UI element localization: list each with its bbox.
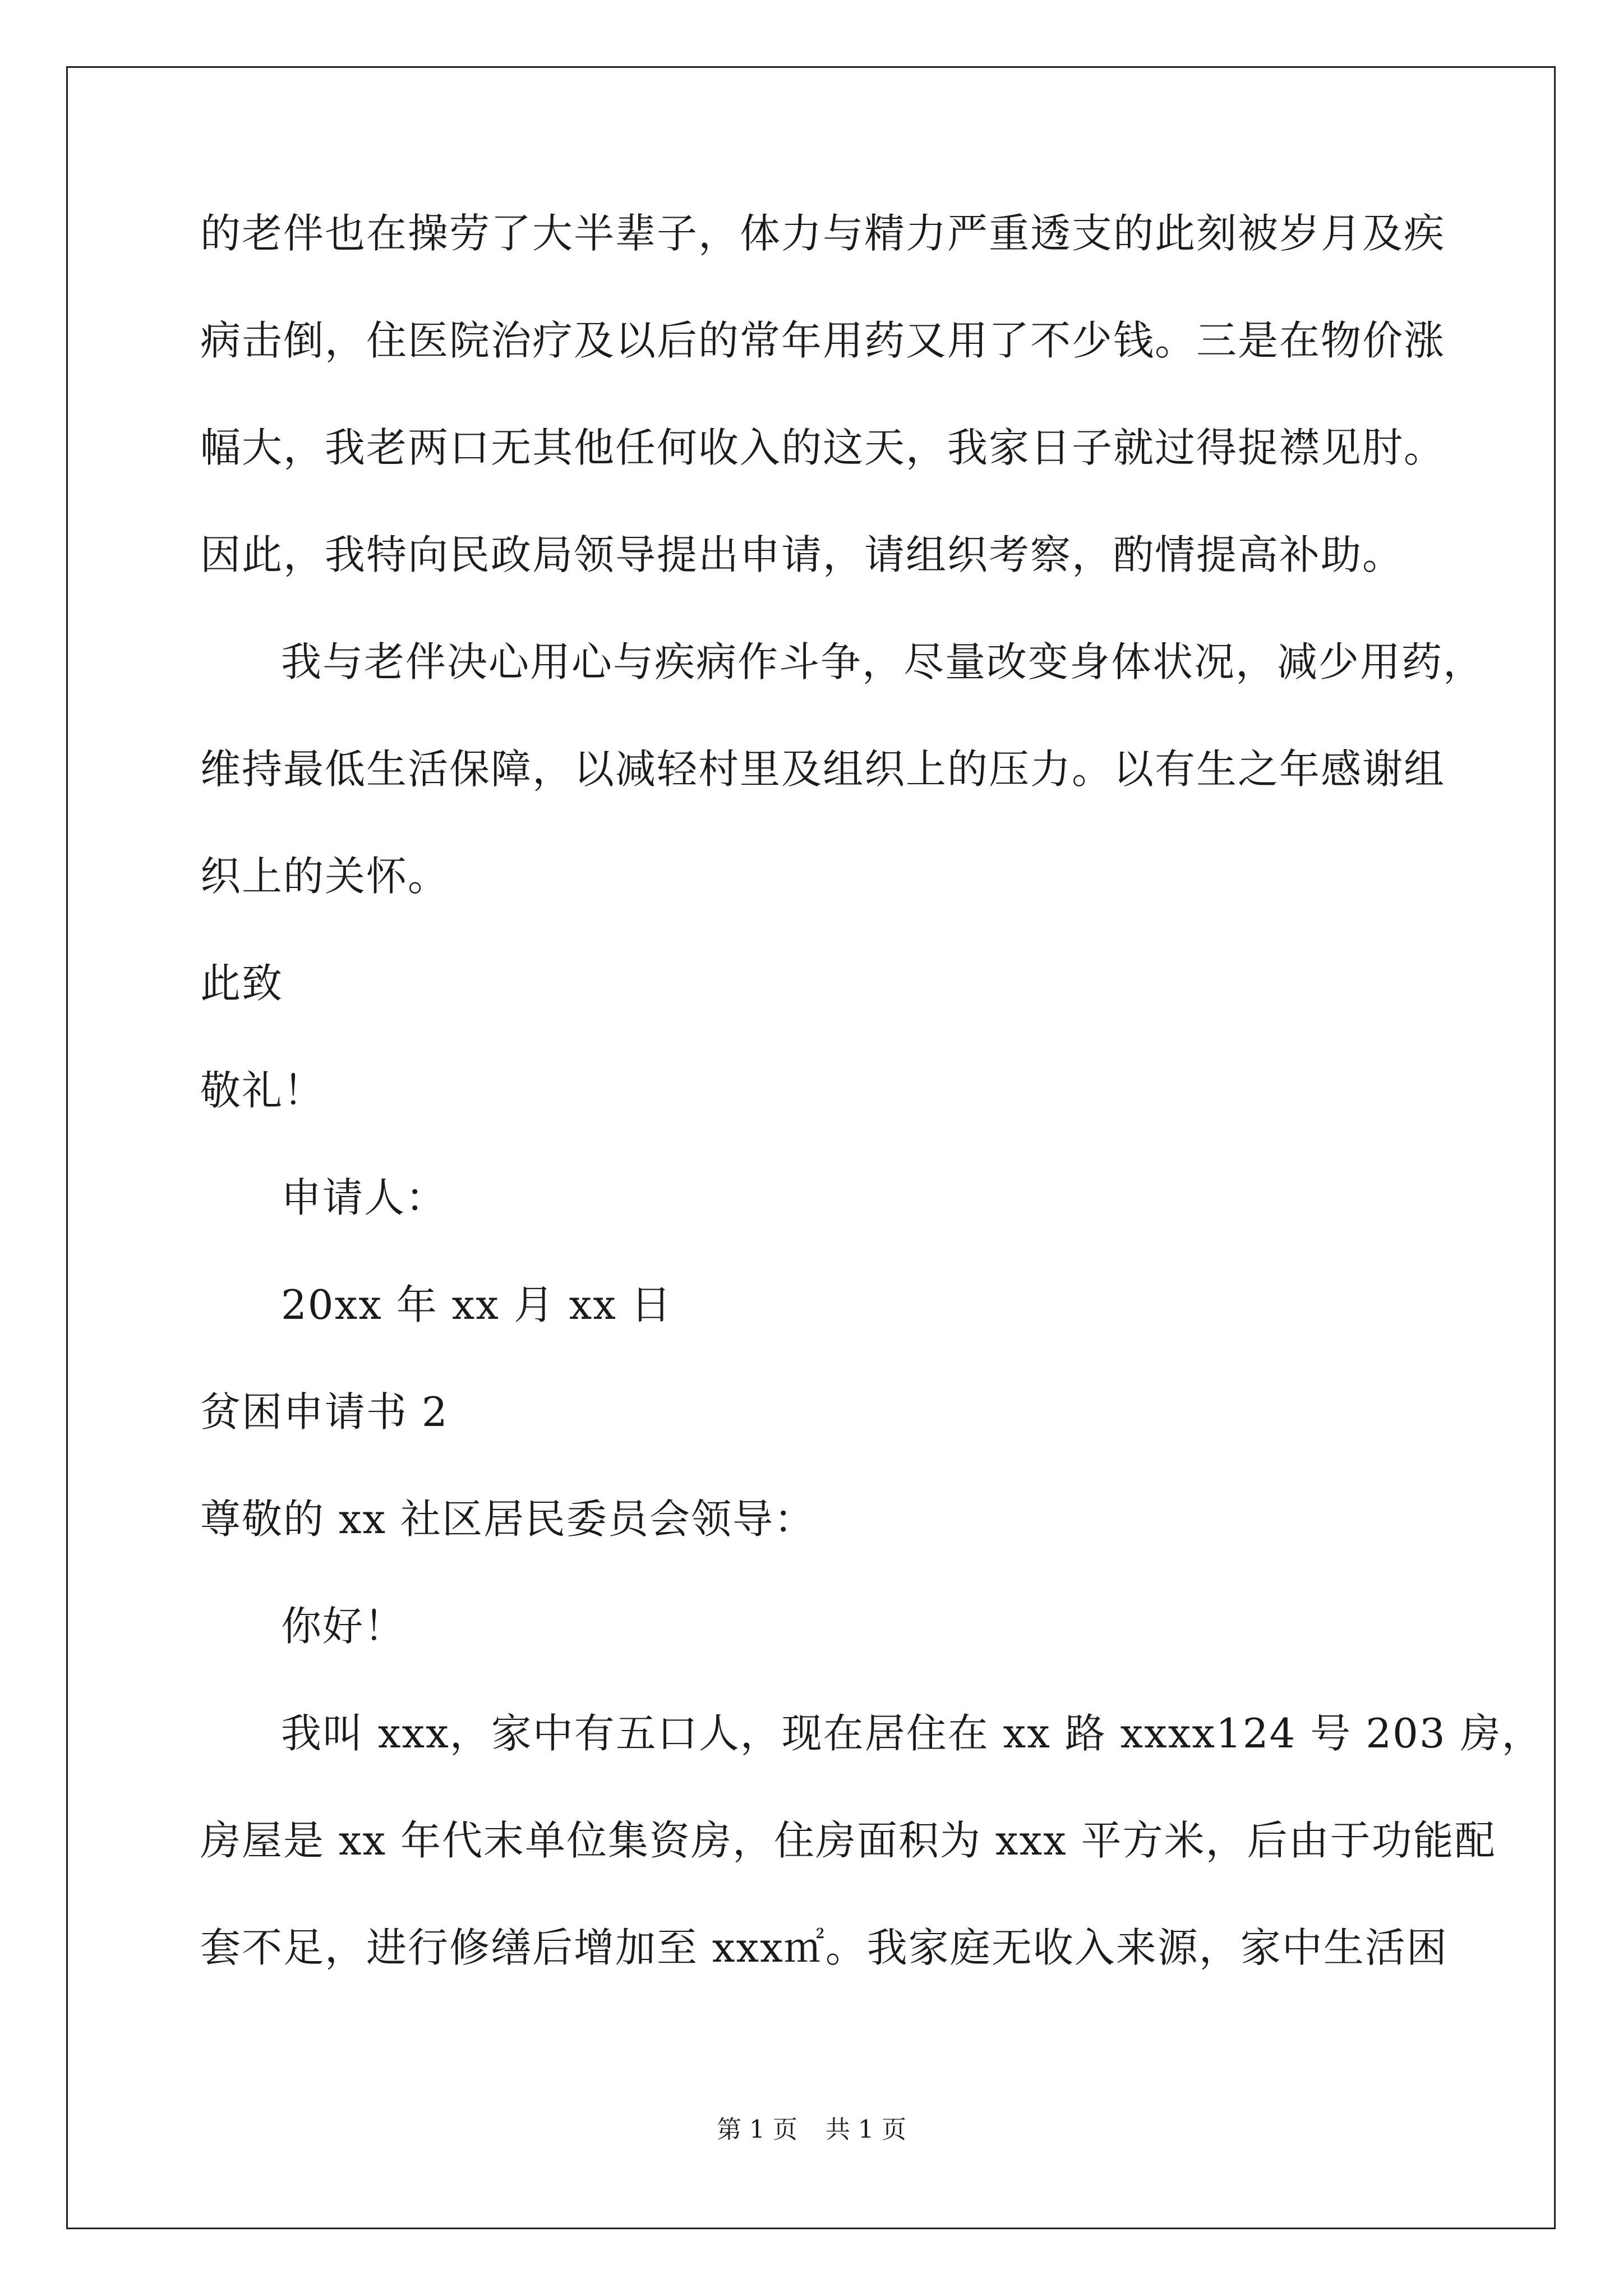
page-footer	[0, 2115, 1623, 2144]
text-line: 维持最低生活保障，以减轻村里及组织上的压力。以有生之年感谢组	[200, 746, 1446, 793]
date-line: 20xx 年 xx 月 xx 日	[281, 1281, 672, 1328]
text-line: 织上的关怀。	[200, 853, 450, 900]
greeting-line: 你好！	[281, 1603, 406, 1650]
text-line: 我叫 xxx，家中有五口人，现在居住在 xx 路 xxxx124 号 203 房，	[281, 1710, 1543, 1757]
text-line: 我与老伴决心用心与疾病作斗争，尽量改变身体状况，减少用药，	[281, 638, 1485, 685]
text-line: 房屋是 xx 年代末单位集资房，住房面积为 xxx 平方米，后由于功能配	[200, 1817, 1496, 1864]
text-line: 套不足，进行修缮后增加至 xxx㎡。我家庭无收入来源，家中生活困	[200, 1924, 1448, 1971]
document-body	[200, 210, 1543, 2035]
text-line: 幅大，我老两口无其他任何收入的这天，我家日子就过得捉襟见肘。	[200, 424, 1446, 471]
applicant-label: 申请人：	[281, 1174, 448, 1221]
page-total: 共 1 页	[826, 2115, 906, 2144]
addressee-line: 尊敬的 xx 社区居民委员会领导：	[200, 1496, 815, 1543]
closing-line: 此致	[200, 960, 284, 1007]
page-number: 第 1 页	[717, 2115, 797, 2144]
text-line: 因此，我特向民政局领导提出申请，请组织考察，酌情提高补助。	[200, 531, 1404, 578]
text-line: 病击倒，住医院治疗及以后的常年用药又用了不少钱。三是在物价涨	[200, 317, 1446, 364]
text-line: 的老伴也在操劳了大半辈子，体力与精力严重透支的此刻被岁月及疾	[200, 210, 1446, 257]
salutation-line: 敬礼！	[200, 1067, 325, 1114]
section-title: 贫困申请书 2	[200, 1388, 449, 1435]
